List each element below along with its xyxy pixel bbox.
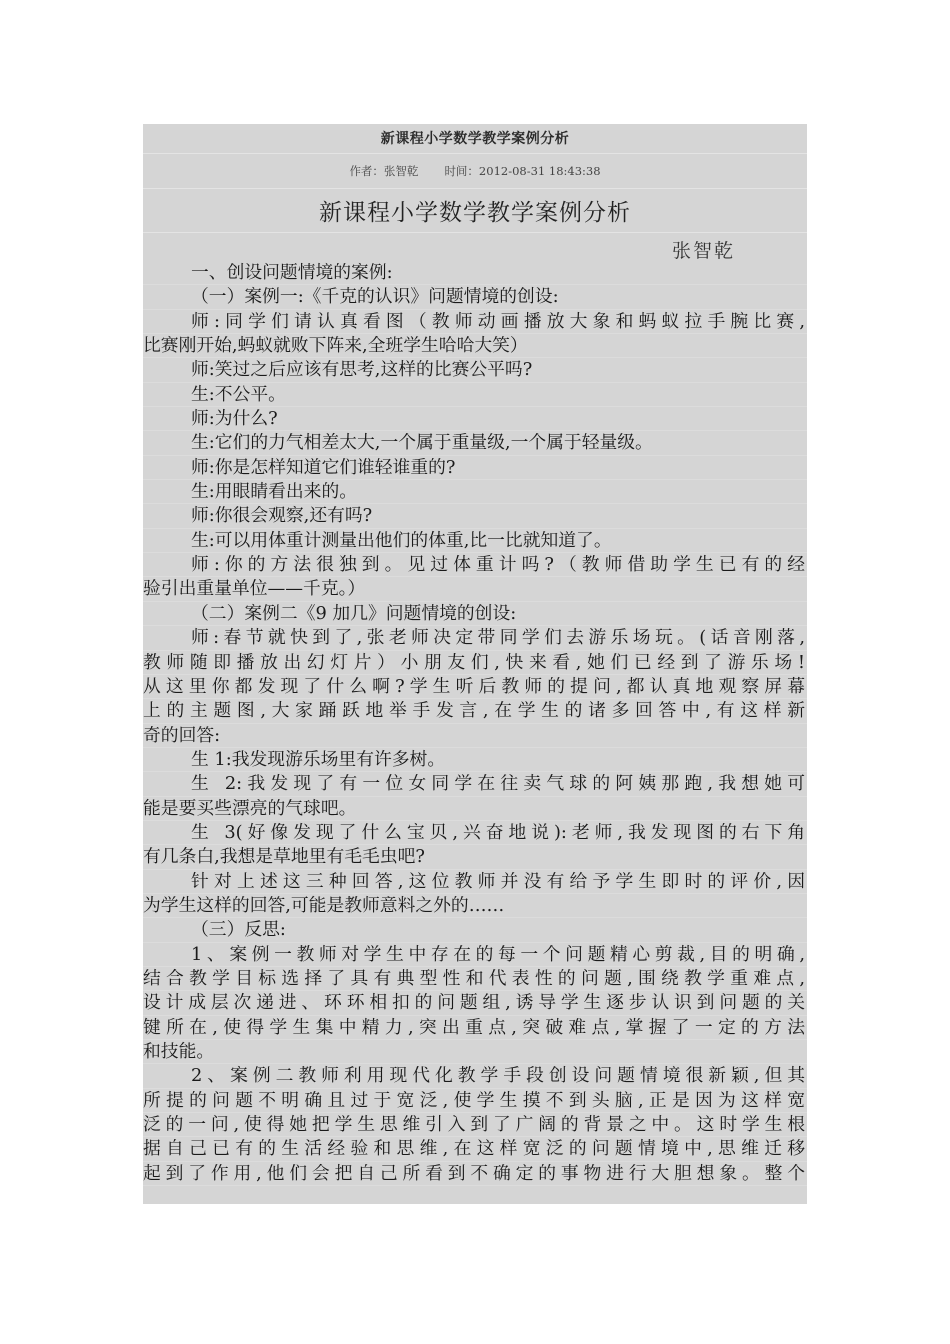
- author-meta: 作者：张智乾: [349, 164, 419, 178]
- text-line: 教师随即播放出幻灯片）小朋友们,快来看,她们已经到了游乐场!: [143, 651, 807, 675]
- text-line: 能是要买些漂亮的气球吧。: [143, 797, 807, 821]
- text-line: 师:为什么?: [143, 407, 807, 431]
- text-line: 生:它们的力气相差太大,一个属于重量级,一个属于轻量级。: [143, 431, 807, 455]
- text-line: 1、案例一教师对学生中存在的每一个问题精心剪裁,目的明确,: [143, 943, 807, 967]
- text-line: 2、案例二教师利用现代化教学手段创设问题情境很新颖,但其: [143, 1064, 807, 1088]
- text-line: 验引出重量单位——千克。）: [143, 577, 807, 601]
- text-line: 生 2:我发现了有一位女同学在往卖气球的阿姨那跑,我想她可: [143, 772, 807, 796]
- text-line: 所提的问题不明确且过于宽泛,使学生摸不到头脑,正是因为这样宽: [143, 1089, 807, 1113]
- text-line: 针对上述这三种回答,这位教师并没有给予学生即时的评价,因: [143, 870, 807, 894]
- text-line: 和技能。: [143, 1040, 807, 1064]
- text-line: 设计成层次递进、环环相扣的问题组,诱导学生逐步认识到问题的关: [143, 991, 807, 1015]
- text-line: 师:同学们请认真看图（教师动画播放大象和蚂蚁拉手腕比赛,: [143, 310, 807, 334]
- divider: [143, 232, 807, 233]
- text-line: 泛的一问,使得她把学生思维引入到了广阔的背景之中。这时学生根: [143, 1113, 807, 1137]
- document-sheet: [143, 124, 807, 1204]
- text-line: 生 1:我发现游乐场里有许多树。: [143, 748, 807, 772]
- text-line: 比赛刚开始,蚂蚁就败下阵来,全班学生哈哈大笑）: [143, 334, 807, 358]
- article-body: [143, 261, 807, 1186]
- text-line: 奇的回答:: [143, 724, 807, 748]
- text-line: 师:你很会观察,还有吗?: [143, 504, 807, 528]
- divider: [143, 153, 807, 154]
- text-line: 上的主题图,大家踊跃地举手发言,在学生的诸多回答中,有这样新: [143, 699, 807, 723]
- divider: [143, 188, 807, 189]
- text-line: 一、创设问题情境的案例:: [143, 261, 807, 285]
- header-meta: [143, 163, 807, 179]
- text-line: 师:你是怎样知道它们谁轻谁重的?: [143, 456, 807, 480]
- text-line: 师:春节就快到了,张老师决定带同学们去游乐场玩。(话音刚落,: [143, 626, 807, 650]
- text-line: 据自己已有的生活经验和思维,在这样宽泛的问题情境中,思维迁移: [143, 1137, 807, 1161]
- time-meta: 时间：2012-08-31 18:43:38: [444, 164, 601, 178]
- article-title: 新课程小学数学教学案例分析: [319, 200, 631, 226]
- text-line: 生:可以用体重计测量出他们的体重,比一比就知道了。: [143, 529, 807, 553]
- text-line: 生 3(好像发现了什么宝贝,兴奋地说):老师,我发现图的右下角: [143, 821, 807, 845]
- text-line: 生:用眼睛看出来的。: [143, 480, 807, 504]
- text-line: （二）案例二《9 加几》问题情境的创设:: [143, 602, 807, 626]
- article-author: 张智乾: [671, 240, 735, 262]
- text-line: 起到了作用,他们会把自己所看到不确定的事物进行大胆想象。整个: [143, 1162, 807, 1186]
- text-line: （三）反思:: [143, 918, 807, 942]
- text-line: 从这里你都发现了什么啊?学生听后教师的提问,都认真地观察屏幕: [143, 675, 807, 699]
- text-line: 结合教学目标选择了具有典型性和代表性的问题,围绕教学重难点,: [143, 967, 807, 991]
- header-title: 新课程小学数学教学案例分析: [380, 131, 570, 147]
- text-line: 有几条白,我想是草地里有毛毛虫吧?: [143, 845, 807, 869]
- text-line: 师:笑过之后应该有思考,这样的比赛公平吗?: [143, 358, 807, 382]
- text-line: 师:你的方法很独到。见过体重计吗?（教师借助学生已有的经: [143, 553, 807, 577]
- text-line: 为学生这样的回答,可能是教师意料之外的……: [143, 894, 807, 918]
- text-line: 键所在,使得学生集中精力,突出重点,突破难点,掌握了一定的方法: [143, 1016, 807, 1040]
- text-line: （一）案例一:《千克的认识》问题情境的创设:: [143, 285, 807, 309]
- text-line: 生:不公平。: [143, 383, 807, 407]
